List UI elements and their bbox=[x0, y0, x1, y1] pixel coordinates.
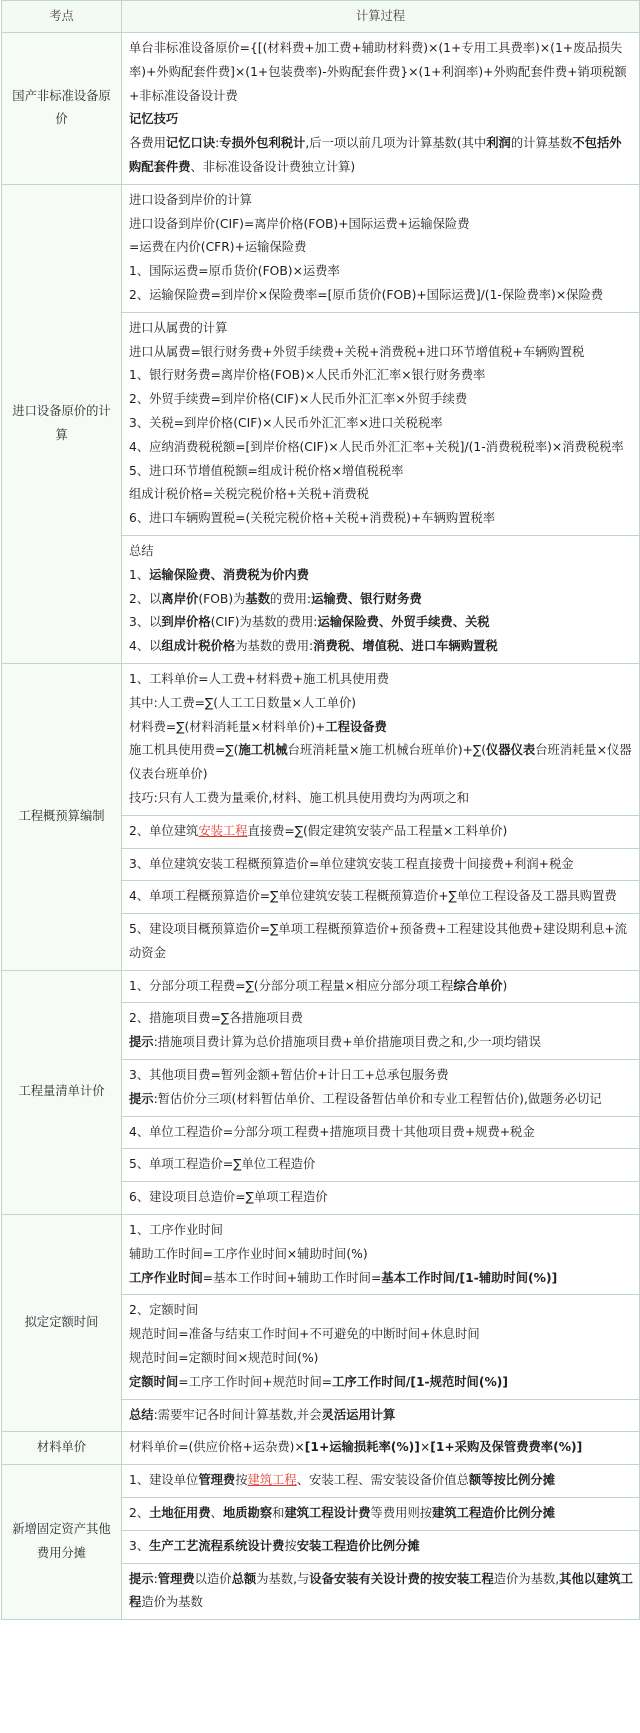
topic-cell: 工程概预算编制 bbox=[2, 663, 122, 970]
process-cell bbox=[122, 970, 640, 1003]
process-cell bbox=[122, 1182, 640, 1215]
bold-text: 提示 bbox=[129, 1571, 154, 1586]
text-segment: 直接费=∑(假定建筑安装产品工程量×工料单价) bbox=[247, 823, 508, 838]
process-cell bbox=[122, 663, 640, 815]
text-segment: 2、措施项目费=∑各措施项目费 bbox=[129, 1011, 303, 1026]
formula-line bbox=[129, 1371, 633, 1395]
formula-line bbox=[129, 317, 633, 341]
table-row bbox=[2, 663, 640, 815]
text-segment: 和 bbox=[272, 1506, 285, 1521]
formula-line bbox=[129, 885, 633, 909]
bold-text: 基数 bbox=[245, 591, 271, 606]
bold-text: 地质勘察 bbox=[222, 1506, 273, 1521]
process-cell bbox=[122, 1563, 640, 1620]
process-cell bbox=[122, 1399, 640, 1432]
formula-line bbox=[129, 108, 633, 132]
text-segment: 规范时间=定额时间×规范时间(%) bbox=[129, 1351, 319, 1366]
bold-text: 施工机械 bbox=[238, 743, 288, 758]
bold-text: 记忆技巧 bbox=[129, 112, 179, 127]
text-segment: 台班消耗量×仪器仪表台班单价) bbox=[129, 743, 632, 782]
bold-text: 生产工艺流程系统设计费 bbox=[149, 1538, 285, 1553]
formula-line bbox=[129, 1323, 633, 1347]
formula-line bbox=[129, 1064, 633, 1088]
text-segment: 1、工料单价=人工费+材料费+施工机具使用费 bbox=[129, 671, 390, 686]
text-segment: 5、建设项目概预算造价=∑单项工程概预算造价+预备费+工程建设其他费+建设期利息+流动资金 bbox=[129, 922, 628, 960]
bold-text: 管理费 bbox=[157, 1571, 195, 1586]
bold-text: 土地征用费 bbox=[149, 1506, 211, 1521]
text-segment: 各费用 bbox=[129, 136, 166, 151]
bold-text: 总额 bbox=[231, 1571, 257, 1586]
bold-text: 提示 bbox=[129, 1091, 154, 1106]
formula-line bbox=[129, 460, 633, 484]
formula-line bbox=[129, 1219, 633, 1243]
formula-line bbox=[129, 1153, 633, 1177]
header-col-process: 计算过程 bbox=[122, 1, 640, 33]
text-segment: :暂估价分三项(材料暂估单价、工程设备暂估单价和专业工程暂估价),做题务必切记 bbox=[153, 1091, 602, 1106]
text-segment: 6、建设项目总造价=∑单项工程造价 bbox=[129, 1190, 328, 1205]
text-segment: 材料费=∑(材料消耗量×材料单价)+ bbox=[129, 719, 326, 734]
table-row bbox=[2, 184, 640, 312]
bold-text: 到岸价格 bbox=[161, 615, 211, 630]
text-segment: 总结 bbox=[129, 543, 154, 558]
text-segment: 的费用: bbox=[270, 591, 312, 606]
text-segment: 4、单项工程概预算造价=∑单位建筑安装工程概预算造价+∑单位工程设备及工器具购置费 bbox=[129, 889, 617, 904]
text-segment: 2、外贸手续费=到岸价格(CIF)×人民币外汇汇率×外贸手续费 bbox=[129, 392, 468, 407]
bold-text: 离岸价 bbox=[161, 591, 199, 606]
bold-text: 其他以建筑工程 bbox=[129, 1571, 633, 1610]
text-segment: 2、 bbox=[129, 1506, 150, 1521]
formula-line bbox=[129, 341, 633, 365]
formula-line bbox=[129, 1088, 633, 1112]
formula-line bbox=[129, 1535, 633, 1559]
bold-text: 设备安装有关设计费的按安装工程 bbox=[309, 1571, 494, 1586]
topic-cell: 国产非标准设备原价 bbox=[2, 33, 122, 185]
formula-line bbox=[129, 692, 633, 716]
highlight-text: 建筑工程 bbox=[247, 1473, 297, 1488]
process-cell bbox=[122, 1215, 640, 1295]
formula-line bbox=[129, 1404, 633, 1428]
formula-line bbox=[129, 853, 633, 877]
formula-line bbox=[129, 236, 633, 260]
bold-text: 管理费 bbox=[198, 1473, 236, 1488]
bold-text: 基本工作时间/[1-辅助时间(%)] bbox=[381, 1270, 558, 1285]
bold-text: 建筑工程造价比例分摊 bbox=[432, 1506, 556, 1521]
process-cell bbox=[122, 1003, 640, 1060]
text-segment: 组成计税价格=关税完税价格+关税+消费税 bbox=[129, 487, 369, 502]
formula-line bbox=[129, 1568, 633, 1616]
bold-text: 工程设备费 bbox=[325, 719, 387, 734]
formula-line bbox=[129, 132, 633, 180]
process-cell bbox=[122, 881, 640, 914]
formula-line bbox=[129, 739, 633, 787]
formula-line bbox=[129, 1469, 633, 1493]
table-row bbox=[2, 1465, 640, 1498]
text-segment: 的计算基数 bbox=[510, 136, 573, 151]
text-segment: 5、进口环节增值税额=组成计税价格×增值税税率 bbox=[129, 463, 404, 478]
text-segment: 按 bbox=[235, 1473, 248, 1488]
text-segment: 规范时间=准备与结束工作时间+不可避免的中断时间+休息时间 bbox=[129, 1327, 480, 1342]
formula-line bbox=[129, 1502, 633, 1526]
text-segment: 造价为基数 bbox=[141, 1595, 203, 1610]
topic-cell: 材料单价 bbox=[2, 1432, 122, 1465]
text-segment: ,后一项以前几项为计算基数(其中 bbox=[305, 136, 487, 151]
formula-line bbox=[129, 820, 633, 844]
text-segment: 1、分部分项工程费=∑(分部分项工程量×相应分部分项工程 bbox=[129, 978, 454, 993]
process-cell bbox=[122, 1295, 640, 1399]
formula-line bbox=[129, 716, 633, 740]
formula-line bbox=[129, 1436, 633, 1460]
formula-line bbox=[129, 1347, 633, 1371]
bold-text: 仪器仪表 bbox=[486, 743, 536, 758]
table-header-row bbox=[2, 1, 640, 33]
text-segment: 1、工序作业时间 bbox=[129, 1223, 223, 1238]
process-cell bbox=[122, 1530, 640, 1563]
process-cell bbox=[122, 815, 640, 848]
bold-text: 组成计税价格 bbox=[161, 639, 236, 654]
topic-cell: 拟定定额时间 bbox=[2, 1215, 122, 1432]
text-segment: 为基数的费用: bbox=[235, 639, 314, 654]
bold-text: 不包括外购配套件费 bbox=[129, 136, 622, 174]
text-segment: 3、以 bbox=[129, 615, 162, 630]
bold-text: 安装工程造价比例分摊 bbox=[296, 1538, 420, 1553]
bold-text: 利润 bbox=[486, 136, 511, 151]
text-segment: 、安装工程、需安装设备价值总 bbox=[296, 1473, 469, 1488]
text-segment: 单台非标准设备原价={[(材料费+加工费+辅助材料费)×(1+专用工具费率)×(1+废品损失率)+外购配套件费]×(1+包装费率)-外购配套件费}×(1+利润率)+外购配套件费+销项税额+非标准设备设计费 bbox=[129, 41, 627, 103]
topic-cell: 新增固定资产其他费用分摊 bbox=[2, 1465, 122, 1620]
formula-line bbox=[129, 635, 633, 659]
formula-line bbox=[129, 668, 633, 692]
text-segment: 台班消耗量×施工机械台班单价)+∑( bbox=[287, 743, 487, 758]
formula-line bbox=[129, 364, 633, 388]
text-segment: 2、以 bbox=[129, 591, 162, 606]
formula-line bbox=[129, 1031, 633, 1055]
formula-line bbox=[129, 918, 633, 966]
text-segment: 造价为基数, bbox=[493, 1571, 560, 1586]
topic-cell: 进口设备原价的计算 bbox=[2, 184, 122, 663]
bold-text: 提示 bbox=[129, 1035, 154, 1050]
process-cell bbox=[122, 1116, 640, 1149]
table-body bbox=[2, 33, 640, 1620]
text-segment: 3、关税=到岸价格(CIF)×人民币外汇汇率×进口关税税率 bbox=[129, 415, 443, 430]
formula-line bbox=[129, 436, 633, 460]
formula-line bbox=[129, 37, 633, 108]
text-segment: 等费用则按 bbox=[370, 1506, 433, 1521]
formula-line bbox=[129, 1243, 633, 1267]
text-segment: 5、单项工程造价=∑单位工程造价 bbox=[129, 1157, 316, 1172]
formula-line bbox=[129, 507, 633, 531]
formula-line bbox=[129, 1299, 633, 1323]
bold-text: 消费税、增值税、进口车辆购置税 bbox=[313, 639, 498, 654]
text-segment: 以造价 bbox=[194, 1571, 232, 1586]
process-cell bbox=[122, 184, 640, 312]
bold-text: 记忆口诀 bbox=[165, 136, 216, 151]
process-cell bbox=[122, 1432, 640, 1465]
formula-line bbox=[129, 564, 633, 588]
text-segment: 3、单位建筑安装工程概预算造价=单位建筑安装工程直接费十间接费+利润+税金 bbox=[129, 856, 574, 871]
bold-text: 建筑工程设计费 bbox=[284, 1506, 371, 1521]
text-segment: 进口设备到岸价的计算 bbox=[129, 192, 252, 207]
header-col-topic: 考点 bbox=[2, 1, 122, 33]
formula-line bbox=[129, 611, 633, 635]
text-segment: =工序工作时间+规范时间= bbox=[178, 1374, 333, 1389]
text-segment: 1、建设单位 bbox=[129, 1473, 199, 1488]
text-segment: × bbox=[419, 1440, 431, 1455]
bold-text: 综合单价 bbox=[453, 978, 503, 993]
text-segment: 施工机具使用费=∑( bbox=[129, 743, 239, 758]
process-cell bbox=[122, 914, 640, 971]
process-cell bbox=[122, 1465, 640, 1498]
text-segment: 4、单位工程造价=分部分项工程费+措施项目费十其他项目费+规费+税金 bbox=[129, 1124, 535, 1139]
text-segment: 、 bbox=[210, 1506, 223, 1521]
text-segment: 进口从属费=银行财务费+外贸手续费+关税+消费税+进口环节增值税+车辆购置税 bbox=[129, 344, 585, 359]
bold-text: 总结 bbox=[129, 1407, 154, 1422]
table-row bbox=[2, 1432, 640, 1465]
process-cell bbox=[122, 535, 640, 663]
formula-line bbox=[129, 588, 633, 612]
formula-line bbox=[129, 975, 633, 999]
text-segment: 2、定额时间 bbox=[129, 1303, 199, 1318]
formula-line bbox=[129, 787, 633, 811]
bold-text: 工序作业时间 bbox=[129, 1270, 203, 1285]
bold-text: 运输费、银行财务费 bbox=[311, 591, 422, 606]
process-cell bbox=[122, 1060, 640, 1117]
formula-line bbox=[129, 260, 633, 284]
formula-line bbox=[129, 1267, 633, 1291]
text-segment: 3、其他项目费=暂列金额+暂估价+计日工+总承包服务费 bbox=[129, 1068, 449, 1083]
text-segment: 6、进口车辆购置税=(关税完税价格+关税+消费税)+车辆购置税率 bbox=[129, 511, 496, 526]
text-segment: 2、单位建筑 bbox=[129, 823, 199, 838]
text-segment: 其中:人工费=∑(人工工日数量×人工单价) bbox=[129, 695, 357, 710]
text-segment: 1、国际运费=原币货价(FOB)×运费率 bbox=[129, 264, 340, 279]
formula-line bbox=[129, 483, 633, 507]
text-segment: (CIF)为基数的费用: bbox=[210, 615, 318, 630]
formula-line bbox=[129, 388, 633, 412]
highlight-text: 安装工程 bbox=[198, 823, 248, 838]
formula-line bbox=[129, 284, 633, 308]
text-segment: 按 bbox=[284, 1538, 297, 1553]
text-segment: : bbox=[153, 1571, 158, 1586]
text-segment: 、非标准设备设计费独立计算) bbox=[190, 159, 356, 174]
formula-line bbox=[129, 213, 633, 237]
text-segment: 4、以 bbox=[129, 639, 162, 654]
text-segment: : bbox=[215, 136, 220, 151]
text-segment: 进口从属费的计算 bbox=[129, 320, 228, 335]
topic-cell: 工程量清单计价 bbox=[2, 970, 122, 1214]
formula-line bbox=[129, 1121, 633, 1145]
formula-line bbox=[129, 540, 633, 564]
process-cell bbox=[122, 1498, 640, 1531]
bold-text: [1+采购及保管费费率(%)] bbox=[430, 1440, 583, 1455]
bold-text: 运输保险费、外贸手续费、关税 bbox=[317, 615, 490, 630]
text-segment: 为基数,与 bbox=[256, 1571, 310, 1586]
bold-text: 定额时间 bbox=[129, 1374, 179, 1389]
formula-line bbox=[129, 1186, 633, 1210]
text-segment: =运费在内价(CFR)+运输保险费 bbox=[129, 240, 307, 255]
bold-text: 工序工作时间/[1-规范时间(%)] bbox=[332, 1374, 509, 1389]
formula-line bbox=[129, 189, 633, 213]
table-row bbox=[2, 33, 640, 185]
process-cell bbox=[122, 312, 640, 535]
text-segment: ) bbox=[502, 978, 508, 993]
formula-table bbox=[1, 0, 640, 1620]
text-segment: 辅助工作时间=工序作业时间×辅助时间(%) bbox=[129, 1246, 368, 1261]
process-cell bbox=[122, 1149, 640, 1182]
text-segment: 3、 bbox=[129, 1538, 150, 1553]
text-segment: =基本工作时间+辅助工作时间= bbox=[202, 1270, 382, 1285]
text-segment: 技巧:只有人工费为量乘价,材料、施工机具使用费均为两项之和 bbox=[129, 790, 470, 805]
table-row bbox=[2, 1215, 640, 1295]
text-segment: 材料单价=(供应价格+运杂费)× bbox=[129, 1440, 305, 1455]
text-segment: 4、应纳消费税税额=[到岸价格(CIF)×人民币外汇汇率+关税]/(1-消费税税率)×消费税税率 bbox=[129, 439, 624, 454]
text-segment: 进口设备到岸价(CIF)=离岸价格(FOB)+国际运费+运输保险费 bbox=[129, 216, 470, 231]
text-segment: 2、运输保险费=到岸价×保险费率=[原币货价(FOB)+国际运费]/(1-保险费率)×保险费 bbox=[129, 287, 604, 302]
text-segment: 1、银行财务费=离岸价格(FOB)×人民币外汇汇率×银行财务费率 bbox=[129, 368, 486, 383]
process-cell bbox=[122, 33, 640, 185]
bold-text: 专损外包利税计 bbox=[219, 136, 306, 151]
table-row bbox=[2, 970, 640, 1003]
text-segment: :措施项目费计算为总价措施项目费+单价措施项目费之和,少一项均错误 bbox=[153, 1035, 541, 1050]
bold-text: 运输保险费、消费税为价内费 bbox=[149, 567, 309, 582]
bold-text: 灵活运用计算 bbox=[321, 1407, 396, 1422]
process-cell bbox=[122, 848, 640, 881]
text-segment: :需要牢记各时间计算基数,并会 bbox=[153, 1407, 322, 1422]
text-segment: 1、 bbox=[129, 567, 150, 582]
formula-line bbox=[129, 412, 633, 436]
formula-line bbox=[129, 1007, 633, 1031]
bold-text: [1+运输损耗率(%)] bbox=[304, 1440, 420, 1455]
bold-text: 额等按比例分摊 bbox=[468, 1473, 555, 1488]
text-segment: (FOB)为 bbox=[198, 591, 246, 606]
